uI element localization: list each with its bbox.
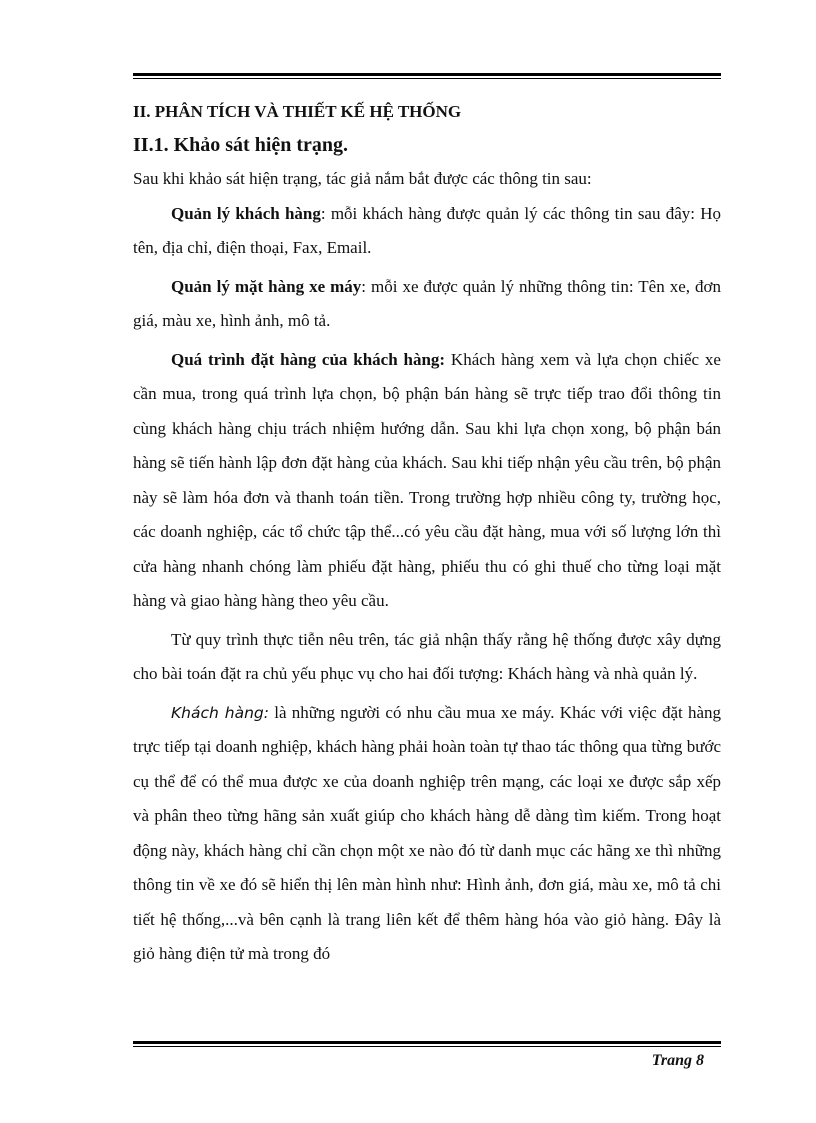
order-process-paragraph <box>133 343 721 619</box>
product-management-text: : mỗi xe được quản lý những thông tin: Tên xe, đơn giá, màu xe, hình ảnh, mô tả. <box>133 276 721 330</box>
page-number: Trang 8 <box>651 1052 704 1069</box>
section-heading: II. PHÂN TÍCH VÀ THIẾT KẾ HỆ THỐNG <box>133 102 462 121</box>
customer-management-text: : mỗi khách hàng được quản lý các thông tin sau đây: Họ tên, địa chỉ, điện thoại, Fax, Email. <box>133 203 721 257</box>
product-management-paragraph <box>133 270 721 339</box>
customer-role-paragraph <box>133 696 721 972</box>
customer-management-paragraph <box>133 197 721 266</box>
product-management-lead: Quản lý mặt hàng xe máy <box>171 276 362 296</box>
footer-rule <box>133 1041 721 1047</box>
conclusion-paragraph: Từ quy trình thực tiễn nêu trên, tác giả nhận thấy rằng hệ thống được xây dựng cho bài toán đặt ra chủ yếu phục vụ cho hai đối tượng: Khách hàng và nhà quản lý. <box>133 629 721 683</box>
order-process-text: Khách hàng xem và lựa chọn chiếc xe cần mua, trong quá trình lựa chọn, bộ phận bán hàng sẽ trực tiếp trao đổi thông tin cùng khách hàng chịu trách nhiệm hướng dẫn. Sau khi lựa chọn xong, bộ phận bán hàng sẽ tiến hành lập đơn đặt hàng của khách. Sau khi tiếp nhận yêu cầu trên, bộ phận này sẽ làm hóa đơn và thanh toán tiền. Trong trường hợp nhiều công ty, trường học, các doanh nghiệp, các tổ chức tập thể...có yêu cầu đặt hàng, mua với số lượng lớn thì cửa hàng nhanh chóng làm phiếu đặt hàng, phiếu thu có ghi thuế cho từng loại mặt hàng và giao hàng hàng theo yêu cầu. <box>133 349 721 610</box>
customer-role-lead: Khách hàng: <box>171 703 269 722</box>
intro-paragraph: Sau khi khảo sát hiện trạng, tác giả nắm bắt được các thông tin sau: <box>133 169 592 188</box>
order-process-lead: Quá trình đặt hàng của khách hàng: <box>171 349 446 369</box>
header-rule <box>133 73 721 79</box>
customer-role-text: là những người có nhu cầu mua xe máy. Khác với việc đặt hàng trực tiếp tại doanh nghiệp, khách hàng phải hoàn toàn tự thao tác thông qua từng bước cụ thể để có thể mua được xe của doanh nghiệp trên mạng, các loại xe được sắp xếp và phân theo từng hãng sản xuất giúp cho khách hàng dễ dàng tìm kiếm. Trong hoạt động này, khách hàng chỉ cần chọn một xe nào đó từ danh mục các hãng xe thì những thông tin về xe đó sẽ hiển thị lên màn hình như: Hình ảnh, đơn giá, màu xe, mô tả chi tiết hệ thống,...và bên cạnh là trang liên kết để thêm hàng hóa vào giỏ hàng. Đây là giỏ hàng điện tử mà trong đó <box>133 702 722 963</box>
customer-management-lead: Quản lý khách hàng <box>171 203 321 223</box>
page-content <box>133 96 721 972</box>
subsection-heading: II.1. Khảo sát hiện trạng. <box>133 134 349 156</box>
